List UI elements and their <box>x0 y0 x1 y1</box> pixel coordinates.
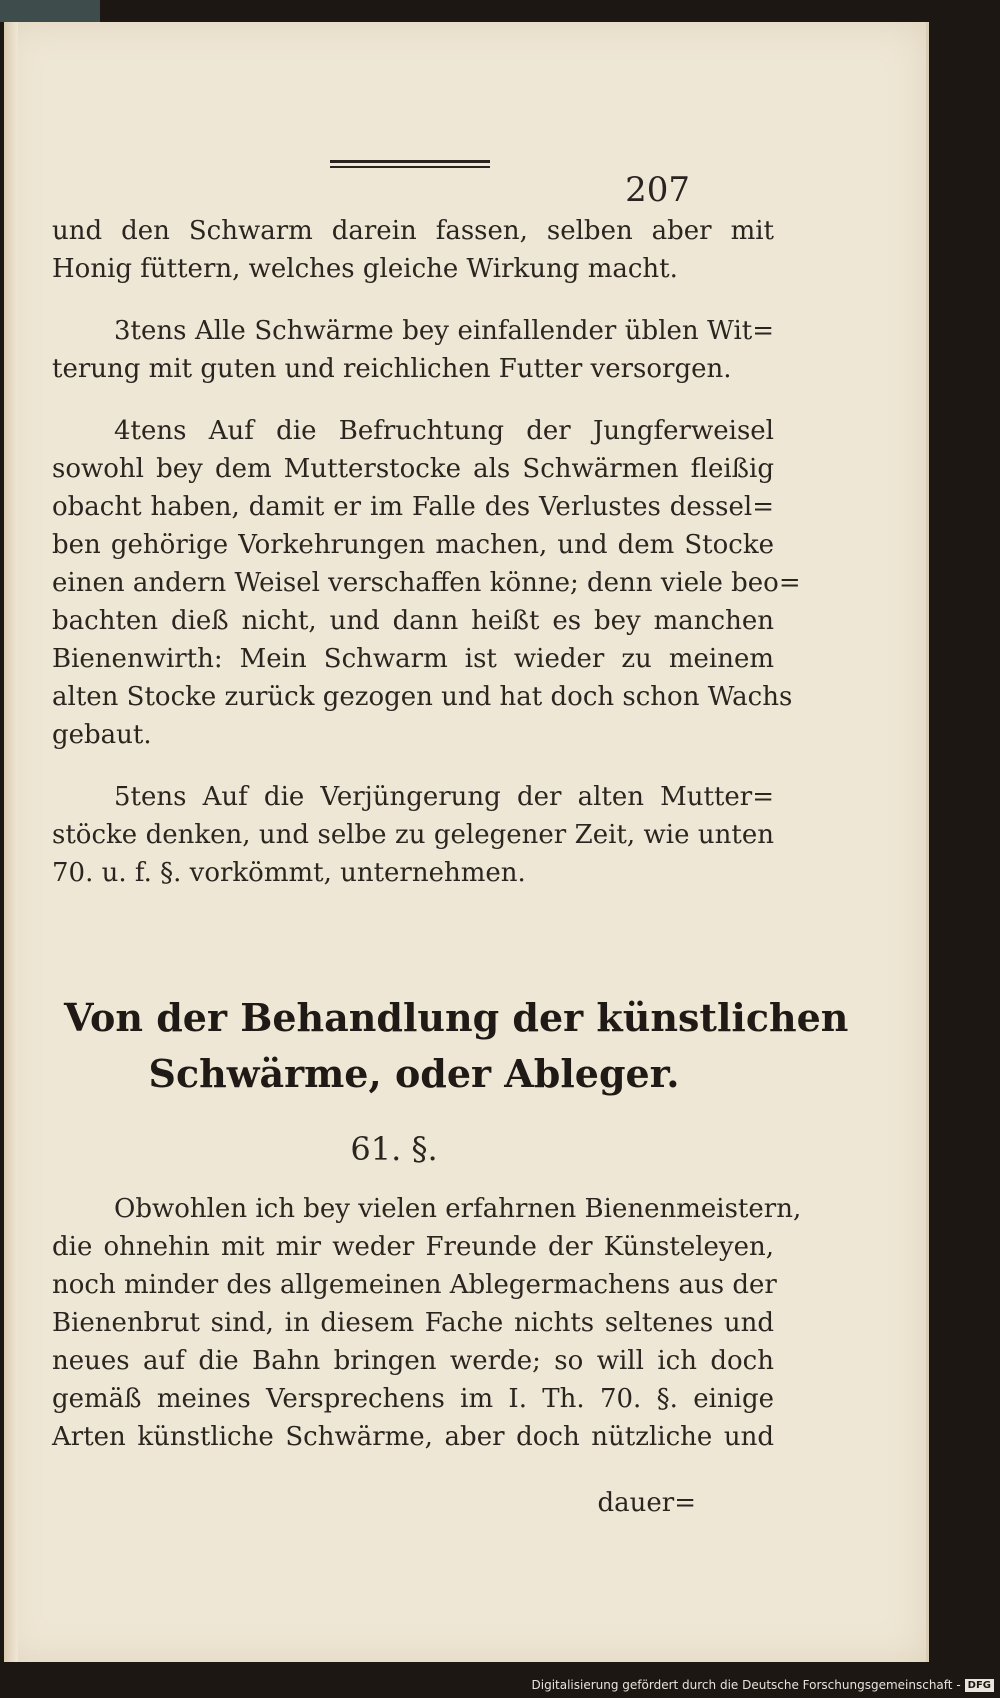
text-line: einen andern Weisel verschaffen könne; denn viele beo= <box>52 568 801 598</box>
text-line: noch minder des allgemeinen Ablegermachens aus der <box>52 1270 777 1300</box>
text-line: und den Schwarm darein fassen, selben aber mit <box>52 216 774 246</box>
text-line: Arten künstliche Schwärme, aber doch nützliche und <box>52 1422 774 1452</box>
paragraph <box>52 412 801 754</box>
header-rule <box>330 160 490 171</box>
body-text-top <box>52 212 801 916</box>
paragraph <box>52 312 774 388</box>
heading-line: Schwärme, oder Ableger. <box>148 1051 680 1096</box>
catchword: dauer= <box>597 1488 696 1518</box>
page-number: 207 <box>625 170 690 210</box>
text-line: 3tens Alle Schwärme bey einfallender üblen Wit= <box>114 316 774 346</box>
text-line: 5tens Auf die Verjüngerung der alten Mutter= <box>114 782 774 812</box>
text-line: Obwohlen ich bey vielen erfahrnen Bienenmeistern, <box>114 1194 802 1224</box>
text-line: gebaut. <box>52 720 152 750</box>
text-line: 70. u. f. §. vorkömmt, unternehmen. <box>52 858 526 888</box>
text-line: obacht haben, damit er im Falle des Verlustes dessel= <box>52 492 774 522</box>
text-line: gemäß meines Versprechens im I. Th. 70. §. einige <box>52 1384 774 1414</box>
text-line: Bienenbrut sind, in diesem Fache nichts seltenes und <box>52 1308 774 1338</box>
paragraph <box>52 778 774 892</box>
text-line: stöcke denken, und selbe zu gelegener Zeit, wie unten <box>52 820 774 850</box>
text-line: bachten dieß nicht, und dann heißt es bey manchen <box>52 606 774 636</box>
book-page <box>4 22 929 1662</box>
text-line: die ohnehin mit mir weder Freunde der Künsteleyen, <box>52 1232 774 1262</box>
text-line: terung mit guten und reichlichen Futter versorgen. <box>52 354 732 384</box>
page-gutter <box>4 22 18 1662</box>
text-line: ben gehörige Vorkehrungen machen, und dem Stocke <box>52 530 774 560</box>
section-heading <box>64 990 849 1102</box>
digitization-credit <box>532 1678 995 1692</box>
paragraph <box>52 212 774 288</box>
body-text-bottom <box>52 1190 802 1480</box>
credit-text: Digitalisierung gefördert durch die Deutsche Forschungsgemeinschaft - <box>531 1678 961 1692</box>
text-line: sowohl bey dem Mutterstocke als Schwärmen fleißig <box>52 454 774 484</box>
heading-line: Von der Behandlung der künstlichen <box>64 995 849 1040</box>
paragraph <box>52 1190 802 1456</box>
section-number: 61. §. <box>350 1130 438 1168</box>
text-line: 4tens Auf die Befruchtung der Jungferweisel <box>114 416 774 446</box>
text-line: Bienenwirth: Mein Schwarm ist wieder zu meinem <box>52 644 774 674</box>
book-spine-top <box>0 0 100 22</box>
text-line: alten Stocke zurück gezogen und hat doch schon Wachs <box>52 682 793 712</box>
text-line: neues auf die Bahn bringen werde; so will ich doch <box>52 1346 774 1376</box>
text-line: Honig füttern, welches gleiche Wirkung macht. <box>52 254 678 284</box>
dfg-logo: DFG <box>965 1679 994 1692</box>
